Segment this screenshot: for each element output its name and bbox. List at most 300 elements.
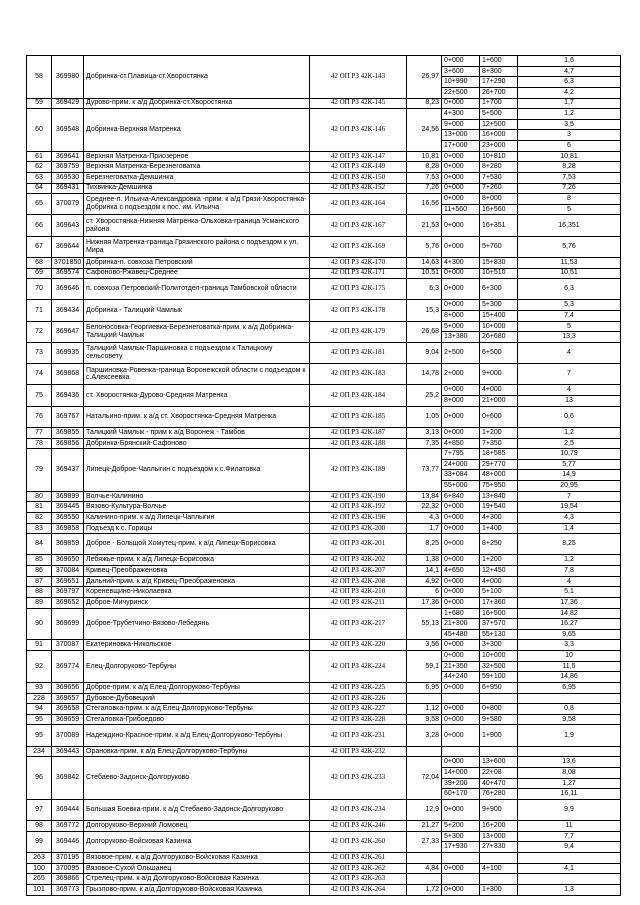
segment-length-cell: 8,28 [518,162,621,173]
road-name-cell: Дальний-прим. к а/д Кривец-Преображеновка [84,576,310,587]
segment-length-cell: 13 [518,396,621,407]
segment-to-cell: 5+500 [480,109,518,120]
segment-from-cell: 55+000 [442,481,480,492]
segment-to-cell: 32+500 [480,661,518,672]
segment-length-cell: 6,95 [518,682,621,693]
table-row [27,257,621,268]
segment-from-cell: 0+000 [442,576,480,587]
road-code-cell: 369657 [52,693,84,704]
row-number-cell: 81 [27,502,52,513]
road-length-cell: 7,53 [407,172,442,183]
row-number-cell: 86 [27,566,52,577]
segment-from-cell: 0+000 [442,640,480,651]
road-name-cell: Стегаловка-Грибоедово [84,714,310,725]
road-length-cell: 17,36 [407,597,442,608]
road-name-cell: Стебаево-Задонск-Долгоруково [84,757,310,800]
road-length-cell: 8,28 [407,162,442,173]
segment-from-cell: 0+000 [442,194,480,205]
road-name-cell: Добринка-ст.Плавица-ст.Хворостянка [84,56,310,99]
row-number-cell: 263 [27,853,52,864]
row-number-cell: 66 [27,215,52,236]
row-number-cell: 76 [27,406,52,427]
road-code-cell: 369445 [52,502,84,513]
segment-length-cell: 5,3 [518,300,621,311]
road-name-cell: Грызлово-прим. к а/д Долгоруково-Войсковая Казинка [84,884,310,895]
segment-length-cell: 7,53 [518,172,621,183]
segment-to-cell: 1+200 [480,555,518,566]
segment-to-cell: 9+580 [480,714,518,725]
segment-length-cell: 7,8 [518,566,621,577]
road-name-cell: Орановка-прим. к а/д Елец-Долгоруково-Тербуны [84,746,310,757]
table-row [27,874,621,885]
segment-length-cell: 5 [518,204,621,215]
segment-to-cell: 13+000 [480,831,518,842]
segment-from-cell: 0+000 [442,757,480,768]
registration-number-cell: 42 ОП РЗ 42К-227 [310,704,407,715]
segment-to-cell: 0+800 [480,704,518,715]
road-code-cell: 369437 [52,449,84,492]
table-row [27,714,621,725]
registration-number-cell: 42 ОП РЗ 42К-224 [310,651,407,683]
table-row [27,321,621,332]
segment-length-cell: 1,6 [518,56,621,67]
segment-from-cell: 9+000 [442,119,480,130]
segment-to-cell: 15+830 [480,257,518,268]
segment-to-cell: 0+600 [480,406,518,427]
segment-to-cell: 26+680 [480,332,518,343]
segment-length-cell: 4 [518,342,621,363]
registration-number-cell: 42 ОП РЗ 42К-208 [310,576,407,587]
road-length-cell: 14,63 [407,257,442,268]
registration-number-cell: 42 ОП РЗ 42К-201 [310,534,407,555]
registration-number-cell: 42 ОП РЗ 42К-217 [310,608,407,640]
segment-to-cell [480,874,518,885]
road-length-cell: 12,9 [407,799,442,820]
table-row [27,162,621,173]
road-name-cell: Дубовое-Дубовецкий [84,693,310,704]
segment-length-cell: 19,54 [518,502,621,513]
road-name-cell: Долгоруково-Войсковая Казинка [84,831,310,852]
road-length-cell: 21,53 [407,215,442,236]
segment-length-cell: 7 [518,491,621,502]
registration-number-cell: 42 ОП РЗ 42К-246 [310,821,407,832]
row-number-cell: 80 [27,491,52,502]
road-code-cell: 369767 [52,406,84,427]
segment-from-cell: 0+000 [442,651,480,662]
segment-length-cell: 1,2 [518,109,621,120]
road-code-cell: 369643 [52,215,84,236]
registration-number-cell: 42 ОП РЗ 42К-231 [310,725,407,746]
segment-from-cell: 13+380 [442,332,480,343]
road-length-cell: 4,92 [407,576,442,587]
segment-from-cell: 0+000 [442,523,480,534]
segment-to-cell: 1+300 [480,884,518,895]
road-name-cell: Лебяжье-прим. к а/д Липецк-Борисовка [84,555,310,566]
row-number-cell: 98 [27,821,52,832]
road-length-cell: 9,04 [407,342,442,363]
segment-from-cell: 5+200 [442,821,480,832]
segment-length-cell: 9,65 [518,629,621,640]
segment-length-cell: 0,6 [518,406,621,427]
row-number-cell: 228 [27,693,52,704]
row-number-cell: 61 [27,151,52,162]
table-row [27,704,621,715]
road-length-cell: 9,58 [407,714,442,725]
registration-number-cell: 42 ОП РЗ 42К-146 [310,109,407,152]
table-row [27,853,621,864]
segment-length-cell: 10,81 [518,151,621,162]
segment-to-cell: 55+130 [480,629,518,640]
registration-number-cell: 42 ОП РЗ 42К-211 [310,597,407,608]
road-name-cell: Елец-Долгоруково-Тербуны [84,651,310,683]
segment-from-cell: 0+000 [442,56,480,67]
segment-to-cell: 26+700 [480,87,518,98]
road-name-cell: Стегаловка-прим. к а/д Елец-Долгоруково-Тербуны [84,704,310,715]
segment-length-cell: 1,2 [518,555,621,566]
row-number-cell: 74 [27,364,52,385]
segment-from-cell: 14+000 [442,768,480,779]
road-code-cell: 369759 [52,162,84,173]
road-name-cell: Добринка-Верхняя Матренка [84,109,310,152]
segment-to-cell: 4+300 [480,512,518,523]
table-row [27,640,621,651]
road-length-cell: 72,04 [407,757,442,800]
road-length-cell: 16,56 [407,194,442,215]
road-length-cell [407,746,442,757]
road-name-cell: Дурово-прим. к а/д Добринка-ст.Хворостянка [84,98,310,109]
segment-to-cell: 8+300 [480,66,518,77]
segment-from-cell: 8+000 [442,396,480,407]
road-name-cell: Доброе - Большой Хомутец-прим. к а/д Липецк-Борисовка [84,534,310,555]
table-row [27,183,621,194]
segment-length-cell: 1,3 [518,884,621,895]
segment-length-cell [518,746,621,757]
road-name-cell: Большая Боевка-прим. к а/д Стебаево-Задонск-Долгоруково [84,799,310,820]
segment-to-cell: 17+360 [480,597,518,608]
segment-from-cell [442,874,480,885]
segment-length-cell: 5 [518,321,621,332]
segment-to-cell: 37+570 [480,619,518,630]
segment-to-cell [480,853,518,864]
row-number-cell: 91 [27,640,52,651]
road-name-cell: Кореневщино-Николаевка [84,587,310,598]
row-number-cell: 100 [27,863,52,874]
segment-from-cell: 0+000 [442,502,480,513]
road-code-cell: 370087 [52,640,84,651]
road-code-cell: 369651 [52,576,84,587]
table-row [27,884,621,895]
segment-to-cell: 9+900 [480,799,518,820]
road-length-cell: 1,12 [407,704,442,715]
road-code-cell: 369699 [52,608,84,640]
registration-number-cell: 42 ОП РЗ 42К-184 [310,385,407,406]
road-code-cell: 370195 [52,853,84,864]
segment-to-cell: 23+000 [480,141,518,152]
registration-number-cell: 42 ОП РЗ 42К-232 [310,746,407,757]
registration-number-cell: 42 ОП РЗ 42К-192 [310,502,407,513]
road-code-cell: 369658 [52,704,84,715]
registration-number-cell: 42 ОП РЗ 42К-143 [310,56,407,99]
road-code-cell: 369646 [52,279,84,300]
row-number-cell: 59 [27,98,52,109]
road-code-cell: 369856 [52,438,84,449]
segment-from-cell: 5+000 [442,321,480,332]
segment-to-cell: 1+400 [480,523,518,534]
row-number-cell: 71 [27,300,52,321]
segment-to-cell: 40+470 [480,778,518,789]
segment-from-cell: 4+300 [442,109,480,120]
segment-from-cell: 3+600 [442,66,480,77]
road-name-cell: Среднее-п. Ильича-Александровка -прим. к а/д Грязи-Хворостянка-Добринка с подъездом к пос. им. Ильича [84,194,310,215]
segment-length-cell: 3 [518,130,621,141]
road-length-cell: 1,38 [407,555,442,566]
row-number-cell: 65 [27,194,52,215]
segment-to-cell: 1+600 [480,56,518,67]
segment-to-cell: 8+280 [480,162,518,173]
segment-to-cell: 22+08 [480,768,518,779]
road-length-cell: 8,25 [407,534,442,555]
segment-length-cell: 3,5 [518,119,621,130]
segment-length-cell: 9,9 [518,799,621,820]
table-row [27,56,621,67]
road-length-cell: 13,84 [407,491,442,502]
segment-from-cell: 0+000 [442,587,480,598]
road-code-cell: 369548 [52,109,84,152]
segment-from-cell: 11+560 [442,204,480,215]
segment-from-cell: 0+000 [442,162,480,173]
table-row [27,597,621,608]
road-code-cell: 369659 [52,714,84,725]
road-length-cell: 7,26 [407,183,442,194]
road-code-cell: 369641 [52,151,84,162]
segment-to-cell: 5+760 [480,236,518,257]
road-name-cell: Доброе-прим. к а/д Елец-Долгоруково-Тербуны [84,682,310,693]
segment-to-cell: 8+000 [480,194,518,205]
road-length-cell: 27,33 [407,831,442,852]
row-number-cell: 78 [27,438,52,449]
segment-length-cell: 16,351 [518,215,621,236]
registration-number-cell: 42 ОП РЗ 42К-183 [310,364,407,385]
road-code-cell: 369858 [52,523,84,534]
road-name-cell: Калинино-прим. к а/д Липецк-Чаплыгин [84,512,310,523]
segment-from-cell: 0+000 [442,427,480,438]
row-number-cell: 69 [27,268,52,279]
registration-number-cell: 42 ОП РЗ 42К-147 [310,151,407,162]
road-code-cell: 369530 [52,172,84,183]
segment-to-cell: 7+350 [480,438,518,449]
segment-length-cell: 7 [518,364,621,385]
segment-length-cell: 20,95 [518,481,621,492]
road-name-cell: п. совхоза Петровский-Политотдел-граница Тамбовской области [84,279,310,300]
registration-number-cell: 42 ОП РЗ 42К-228 [310,714,407,725]
road-code-cell: 369866 [52,874,84,885]
registration-number-cell: 42 ОП РЗ 42К-149 [310,162,407,173]
registration-number-cell: 42 ОП РЗ 42К-187 [310,427,407,438]
segment-to-cell: 17+290 [480,77,518,88]
segment-to-cell: 4+000 [480,576,518,587]
table-row [27,98,621,109]
segment-from-cell: 0+000 [442,725,480,746]
segment-length-cell: 11 [518,821,621,832]
segment-to-cell: 9+000 [480,364,518,385]
road-name-cell: Добринка-п. совхоза Петровский [84,257,310,268]
row-number-cell: 101 [27,884,52,895]
road-code-cell: 369434 [52,300,84,321]
table-row [27,651,621,662]
road-name-cell: Белоносовка-Георгиевка-Березнеговатка-прим. к а/д Добринка-Талицкий Чамлык [84,321,310,342]
road-length-cell [407,693,442,704]
road-code-cell: 369855 [52,427,84,438]
segment-from-cell: 5+300 [442,831,480,842]
segment-length-cell: 14,82 [518,608,621,619]
registration-number-cell: 42 ОП РЗ 42К-167 [310,215,407,236]
segment-from-cell: 7+795 [442,449,480,460]
road-code-cell: 369429 [52,98,84,109]
road-length-cell: 1,72 [407,884,442,895]
row-number-cell: 58 [27,56,52,99]
road-name-cell: Вязовое-Сухой Ольшанец [84,863,310,874]
table-row [27,831,621,842]
table-row [27,693,621,704]
registration-number-cell: 42 ОП РЗ 42К-178 [310,300,407,321]
road-length-cell: 24,56 [407,109,442,152]
registration-number-cell: 42 ОП РЗ 42К-169 [310,236,407,257]
segment-from-cell: 0+000 [442,555,480,566]
segment-to-cell [480,693,518,704]
segment-length-cell: 1,2 [518,427,621,438]
segment-from-cell: 2+000 [442,364,480,385]
road-code-cell: 369980 [52,56,84,99]
segment-length-cell: 4 [518,576,621,587]
table-row [27,236,621,257]
road-code-cell: 370089 [52,725,84,746]
road-length-cell: 21,27 [407,821,442,832]
segment-to-cell: 27+330 [480,842,518,853]
registration-number-cell: 42 ОП РЗ 42К-175 [310,279,407,300]
table-row [27,863,621,874]
table-row [27,512,621,523]
segment-length-cell: 14,86 [518,672,621,683]
road-length-cell: 59,1 [407,651,442,683]
segment-to-cell: 5+100 [480,587,518,598]
road-code-cell: 369772 [52,821,84,832]
segment-to-cell: 15+400 [480,311,518,322]
segment-from-cell: 0+000 [442,268,480,279]
segment-from-cell: 44+240 [442,672,480,683]
road-length-cell: 5,76 [407,236,442,257]
registration-number-cell: 42 ОП РЗ 42К-233 [310,757,407,800]
row-number-cell: 73 [27,342,52,363]
segment-from-cell [442,853,480,864]
segment-from-cell: 24+000 [442,459,480,470]
road-code-cell: 369443 [52,746,84,757]
road-name-cell: ст. Хворостянка-Дурово-Средняя Матренка [84,385,310,406]
registration-number-cell: 42 ОП РЗ 42К-226 [310,693,407,704]
table-row [27,502,621,513]
segment-length-cell [518,853,621,864]
segment-from-cell: 0+000 [442,215,480,236]
road-code-cell: 369656 [52,682,84,693]
road-code-cell: 369842 [52,757,84,800]
table-row [27,449,621,460]
row-number-cell: 63 [27,172,52,183]
segment-length-cell: 1,9 [518,725,621,746]
road-code-cell: 3701850 [52,257,84,268]
registration-number-cell: 42 ОП РЗ 42К-202 [310,555,407,566]
segment-from-cell: 0+000 [442,300,480,311]
segment-to-cell: 10+000 [480,321,518,332]
segment-length-cell: 16,11 [518,789,621,800]
segment-length-cell: 14,9 [518,470,621,481]
registration-number-cell: 42 ОП РЗ 42К-170 [310,257,407,268]
segment-from-cell: 22+500 [442,87,480,98]
segment-length-cell: 5,77 [518,459,621,470]
registration-number-cell: 42 ОП РЗ 42К-145 [310,98,407,109]
table-row [27,438,621,449]
segment-to-cell: 59+100 [480,672,518,683]
segment-to-cell: 6+950 [480,682,518,693]
table-row [27,566,621,577]
table-row [27,427,621,438]
segment-from-cell: 10+990 [442,77,480,88]
registration-number-cell: 42 ОП РЗ 42К-189 [310,449,407,492]
road-length-cell: 8,23 [407,98,442,109]
table-row [27,757,621,768]
road-length-cell: 3,56 [407,640,442,651]
segment-from-cell: 0+000 [442,597,480,608]
segment-to-cell: 10+510 [480,268,518,279]
table-row [27,576,621,587]
segment-from-cell [442,746,480,757]
road-length-cell [407,874,442,885]
road-code-cell: 369644 [52,236,84,257]
row-number-cell: 85 [27,555,52,566]
road-code-cell: 369868 [52,364,84,385]
segment-length-cell: 1,7 [518,98,621,109]
segment-to-cell: 16+560 [480,204,518,215]
road-code-cell: 369935 [52,342,84,363]
row-number-cell: 77 [27,427,52,438]
segment-from-cell: 0+000 [442,279,480,300]
segment-length-cell: 17,36 [518,597,621,608]
segment-from-cell: 17+000 [442,141,480,152]
segment-length-cell: 13,3 [518,332,621,343]
road-name-cell: Стрелец-прим. к а/д Долгоруково-Войсковая Казинка [84,874,310,885]
segment-length-cell: 3,3 [518,640,621,651]
segment-length-cell: 1,27 [518,778,621,789]
segment-from-cell: 21+300 [442,619,480,630]
segment-to-cell: 10+810 [480,151,518,162]
segment-from-cell: 0+000 [442,183,480,194]
segment-from-cell: 17+930 [442,842,480,853]
road-name-cell: Долгоруково-Верхний Ломовец [84,821,310,832]
segment-length-cell: 11,53 [518,257,621,268]
segment-length-cell: 8,25 [518,534,621,555]
row-number-cell: 95 [27,714,52,725]
segment-length-cell: 6,3 [518,77,621,88]
row-number-cell: 72 [27,321,52,342]
road-code-cell: 369652 [52,597,84,608]
segment-length-cell: 1,4 [518,523,621,534]
row-number-cell: 70 [27,279,52,300]
segment-to-cell: 3+300 [480,640,518,651]
segment-to-cell: 10+000 [480,651,518,662]
segment-from-cell: 0+000 [442,385,480,396]
road-length-cell: 10,51 [407,268,442,279]
road-code-cell: 369550 [52,512,84,523]
segment-length-cell: 10,79 [518,449,621,460]
row-number-cell: 94 [27,704,52,715]
